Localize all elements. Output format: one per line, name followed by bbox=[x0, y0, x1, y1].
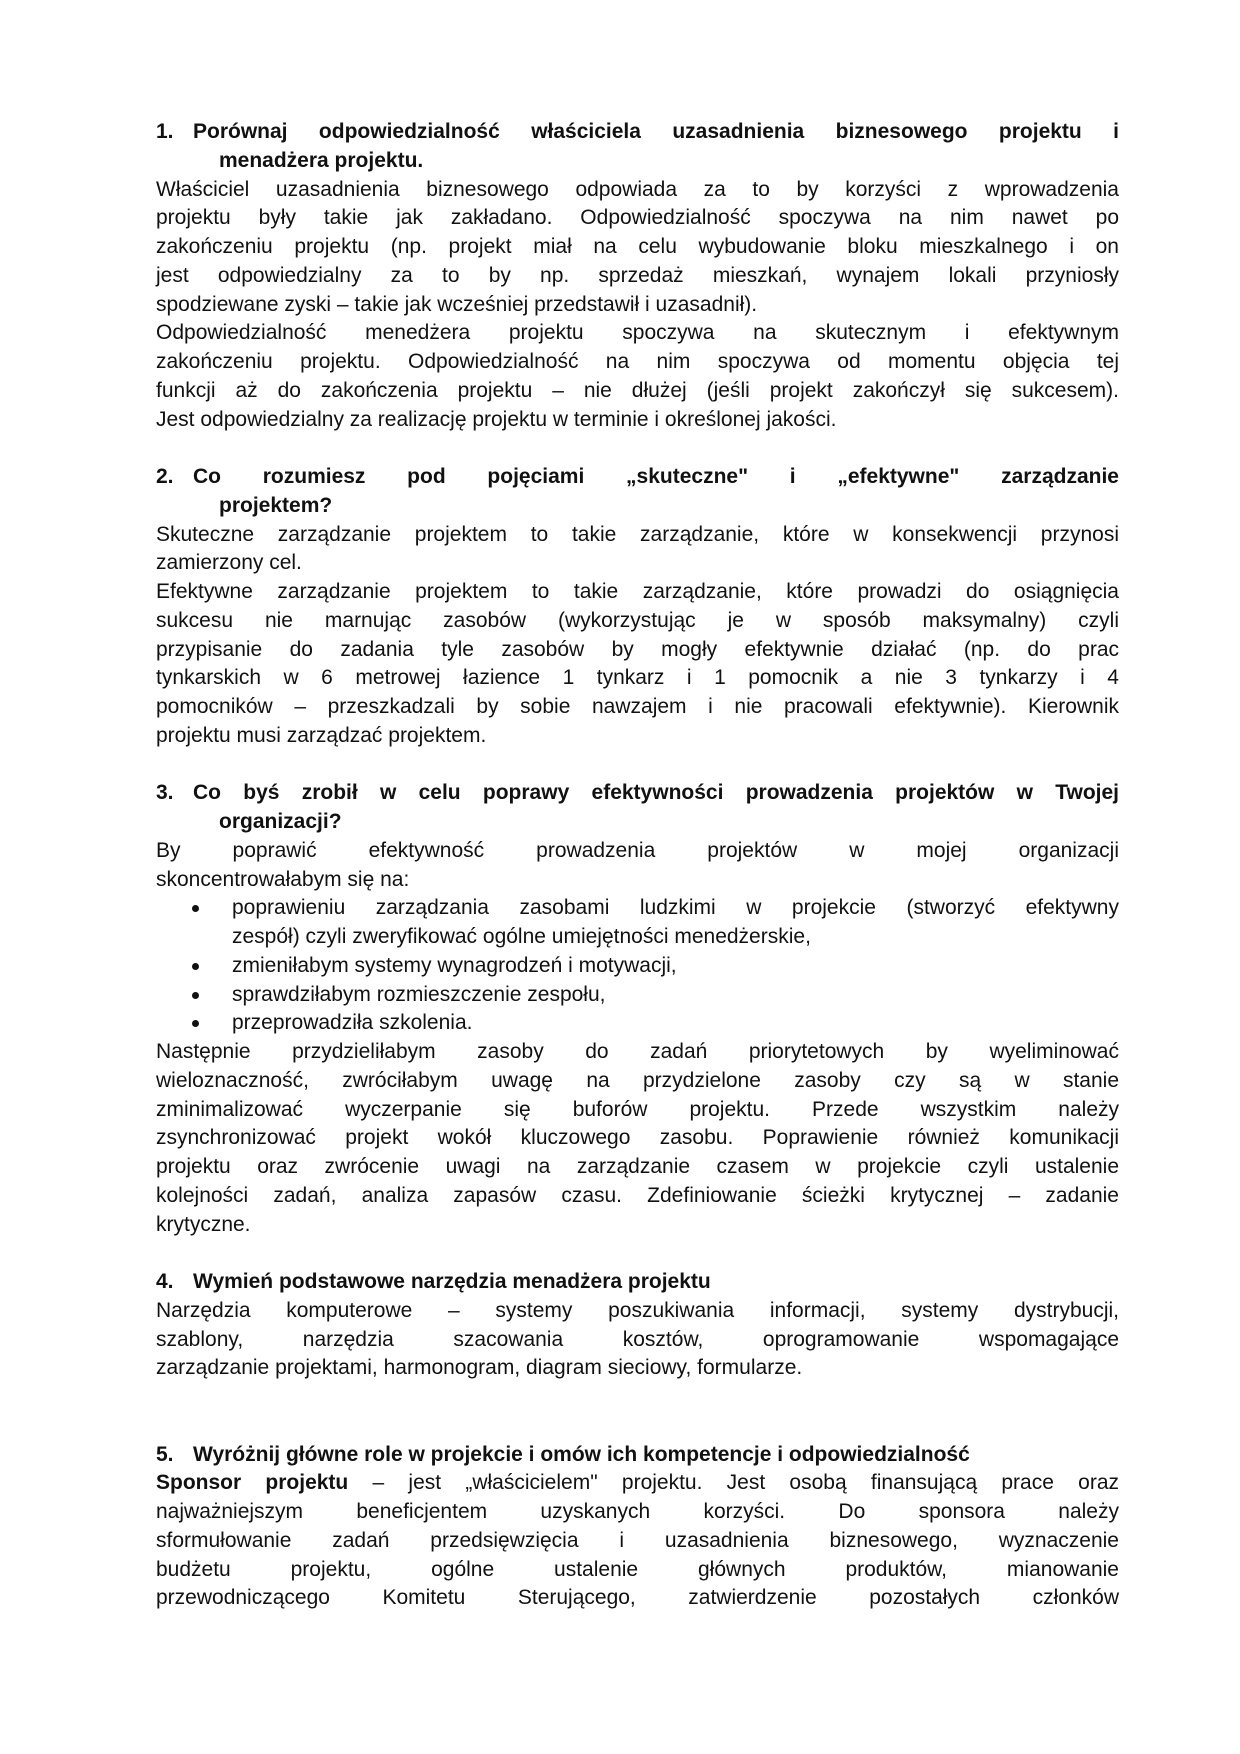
line-text: projektu musi zarządzać projektem. bbox=[156, 723, 487, 747]
text-line bbox=[156, 1211, 1119, 1240]
text-line bbox=[156, 262, 1119, 291]
line-text: zsynchronizować projekt wokół kluczowego zasobu. Poprawienie również komunikacji bbox=[156, 1126, 1119, 1150]
text-line bbox=[156, 1556, 1119, 1585]
text-line bbox=[156, 1096, 1119, 1125]
question-heading-line: Porównaj odpowiedzialność właściciela uzasadnienia biznesowego projektu i bbox=[193, 120, 1119, 143]
question-heading bbox=[156, 1441, 1119, 1470]
line-text: kolejności zadań, analiza zapasów czasu. Zdefiniowanie ścieżki krytycznej – zadanie bbox=[156, 1183, 1119, 1207]
line-text: szablony, narzędzia szacowania kosztów, oprogramowanie wspomagające bbox=[156, 1327, 1119, 1351]
text-line bbox=[156, 1153, 1119, 1182]
text-line bbox=[156, 1038, 1119, 1067]
line-text: zamierzony cel. bbox=[156, 551, 302, 575]
question-section bbox=[156, 779, 1119, 1239]
answer-paragraph bbox=[156, 319, 1119, 434]
answer-paragraph bbox=[156, 521, 1119, 579]
answer-paragraph bbox=[156, 176, 1119, 320]
line-text: Efektywne zarządzanie projektem to takie zarządzanie, które prowadzi do osiągnięcia bbox=[156, 580, 1119, 603]
bullet-icon bbox=[192, 1020, 199, 1027]
question-heading bbox=[156, 779, 1119, 837]
line-text: funkcji aż do zakończenia projektu – nie dłużej (jeśli projekt zakończył się sukcesem). bbox=[156, 378, 1119, 402]
question-heading-line: projektem? bbox=[219, 493, 333, 517]
question-heading bbox=[156, 463, 1119, 521]
text-line bbox=[156, 1527, 1119, 1556]
line-text: Skuteczne zarządzanie projektem to takie zarządzanie, które w konsekwencji przynosi bbox=[156, 522, 1119, 546]
line-text: Jest odpowiedzialny za realizację projektu w terminie i określonej jakości. bbox=[156, 407, 837, 431]
text-line bbox=[156, 204, 1119, 233]
line-text: zminimalizować wyczerpanie się buforów projektu. Przede wszystkim należy bbox=[156, 1097, 1119, 1121]
text-line bbox=[156, 1067, 1119, 1096]
answer-paragraph bbox=[156, 578, 1119, 751]
line-text: Następnie przydzieliłabym zasoby do zadań priorytetowych by wyeliminować bbox=[156, 1040, 1119, 1063]
text-line bbox=[156, 233, 1119, 262]
answer-paragraph bbox=[156, 1297, 1119, 1383]
line-text: sukcesu nie marnując zasobów (wykorzystując je w sposób maksymalny) czyli bbox=[156, 608, 1119, 632]
text-line bbox=[156, 722, 1119, 751]
line-text: projektu były takie jak zakładano. Odpowiedzialność spoczywa na nim nawet po bbox=[156, 206, 1119, 230]
line-text: Narzędzia komputerowe – systemy poszukiwania informacji, systemy dystrybucji, bbox=[156, 1298, 1119, 1322]
question-section bbox=[156, 1268, 1119, 1383]
bullet-text-line: zmieniłabym systemy wynagrodzeń i motywacji, bbox=[232, 953, 677, 977]
question-heading-line: Co byś zrobił w celu poprawy efektywności prowadzenia projektów w Twojej bbox=[193, 781, 1119, 805]
bullet-text-line: sprawdziłabym rozmieszczenie zespołu, bbox=[232, 982, 606, 1006]
question-number: 2. bbox=[156, 465, 174, 488]
text-line bbox=[156, 636, 1119, 665]
bullet-icon bbox=[192, 992, 199, 999]
line-text: zakończeniu projektu (np. projekt miał na celu wybudowanie bloku mieszkalnego i on bbox=[156, 235, 1119, 258]
line-text: przewodniczącego Komitetu Sterującego, zatwierdzenie pozostałych członków bbox=[156, 1586, 1119, 1610]
question-number: 3. bbox=[156, 781, 174, 805]
text-line bbox=[156, 291, 1119, 320]
line-text: wieloznaczność, zwróciłabym uwagę na przydzielone zasoby czy są w stanie bbox=[156, 1068, 1119, 1092]
bullet-item bbox=[156, 894, 1119, 952]
bold-term: Sponsor projektu bbox=[156, 1471, 349, 1495]
text-line bbox=[156, 693, 1119, 722]
text-line bbox=[156, 1498, 1119, 1527]
line-text: zakończeniu projektu. Odpowiedzialność na nim spoczywa od momentu objęcia tej bbox=[156, 350, 1119, 373]
line-text: tynkarskich w 6 metrowej łazience 1 tynkarz i 1 pomocnik a nie 3 tynkarzy i 4 bbox=[156, 666, 1119, 690]
text-line bbox=[156, 176, 1119, 205]
text-line bbox=[156, 348, 1119, 377]
text-line bbox=[156, 319, 1119, 348]
bullet-text-line: przeprowadziła szkolenia. bbox=[232, 1011, 473, 1035]
document-page bbox=[156, 118, 1119, 1613]
line-text: sformułowanie zadań przedsięwzięcia i uzasadnienia biznesowego, wyznaczenie bbox=[156, 1528, 1119, 1552]
question-heading-line: Wyróżnij główne role w projekcie i omów ich kompetencje i odpowiedzialność bbox=[193, 1442, 970, 1466]
text-line bbox=[156, 406, 1119, 435]
line-text: przypisanie do zadania tyle zasobów by mogły efektywnie działać (np. do prac bbox=[156, 637, 1119, 661]
line-text: zarządzanie projektami, harmonogram, diagram sieciowy, formularze. bbox=[156, 1356, 803, 1380]
text-line bbox=[156, 1297, 1119, 1326]
answer-paragraph bbox=[156, 1038, 1119, 1239]
text-line bbox=[156, 1584, 1119, 1613]
text-line bbox=[156, 1326, 1119, 1355]
bullet-icon bbox=[192, 905, 199, 912]
question-number: 4. bbox=[156, 1270, 174, 1293]
bullet-item bbox=[156, 981, 1119, 1010]
bullet-item bbox=[156, 952, 1119, 981]
line-text: By poprawić efektywność prowadzenia projektów w mojej organizacji bbox=[156, 838, 1119, 862]
line-text: – jest „właścicielem" projektu. Jest osobą finansującą prace oraz bbox=[348, 1471, 1119, 1495]
text-line bbox=[156, 377, 1119, 406]
question-number: 1. bbox=[156, 120, 174, 143]
line-text: budżetu projektu, ogólne ustalenie głównych produktów, mianowanie bbox=[156, 1557, 1119, 1581]
text-line bbox=[156, 1354, 1119, 1383]
line-text: Właściciel uzasadnienia biznesowego odpowiada za to by korzyści z wprowadzenia bbox=[156, 177, 1119, 201]
question-section bbox=[156, 118, 1119, 434]
line-text: spodziewane zyski – takie jak wcześniej przedstawił i uzasadnił). bbox=[156, 292, 758, 316]
question-heading-line: menadżera projektu. bbox=[219, 148, 424, 172]
line-text: jest odpowiedzialny za to by np. sprzedaż mieszkań, wynajem lokali przyniosły bbox=[156, 263, 1119, 287]
line-text: krytyczne. bbox=[156, 1212, 251, 1236]
question-heading bbox=[156, 1268, 1119, 1297]
answer-paragraph bbox=[156, 1469, 1119, 1613]
text-line bbox=[156, 664, 1119, 693]
text-line bbox=[156, 549, 1119, 578]
line-text: Odpowiedzialność menedżera projektu spoczywa na skutecznym i efektywnym bbox=[156, 321, 1119, 345]
question-section bbox=[156, 463, 1119, 751]
text-line bbox=[156, 578, 1119, 607]
line-text: najważniejszym beneficjentem uzyskanych korzyści. Do sponsora należy bbox=[156, 1500, 1119, 1523]
question-heading-line: Co rozumiesz pod pojęciami „skuteczne" i „efektywne" zarządzanie bbox=[193, 465, 1119, 488]
answer-paragraph bbox=[156, 837, 1119, 895]
text-line bbox=[156, 1469, 1119, 1498]
line-text: pomocników – przeszkadzali by sobie nawzajem i nie pracowali efektywnie). Kierownik bbox=[156, 695, 1119, 718]
text-line bbox=[156, 607, 1119, 636]
line-text: projektu oraz zwrócenie uwagi na zarządzanie czasem w projekcie czyli ustalenie bbox=[156, 1155, 1119, 1178]
question-section bbox=[156, 1441, 1119, 1614]
question-heading-line: organizacji? bbox=[219, 810, 342, 833]
question-number: 5. bbox=[156, 1442, 174, 1466]
text-line bbox=[156, 1182, 1119, 1211]
question-heading bbox=[156, 118, 1119, 176]
text-line bbox=[156, 521, 1119, 550]
bullet-item bbox=[156, 1009, 1119, 1038]
text-line bbox=[156, 866, 1119, 895]
line-text: skoncentrowałabym się na: bbox=[156, 867, 410, 891]
text-line bbox=[156, 1124, 1119, 1153]
bullet-icon bbox=[192, 963, 199, 970]
text-line bbox=[156, 837, 1119, 866]
bullet-list bbox=[156, 894, 1119, 1038]
bullet-text-line: poprawieniu zarządzania zasobami ludzkimi w projekcie (stworzyć efektywny bbox=[232, 896, 1119, 920]
bullet-text-line: zespół) czyli zweryfikować ogólne umiejętności menedżerskie, bbox=[232, 925, 811, 948]
question-heading-line: Wymień podstawowe narzędzia menadżera projektu bbox=[193, 1270, 711, 1293]
